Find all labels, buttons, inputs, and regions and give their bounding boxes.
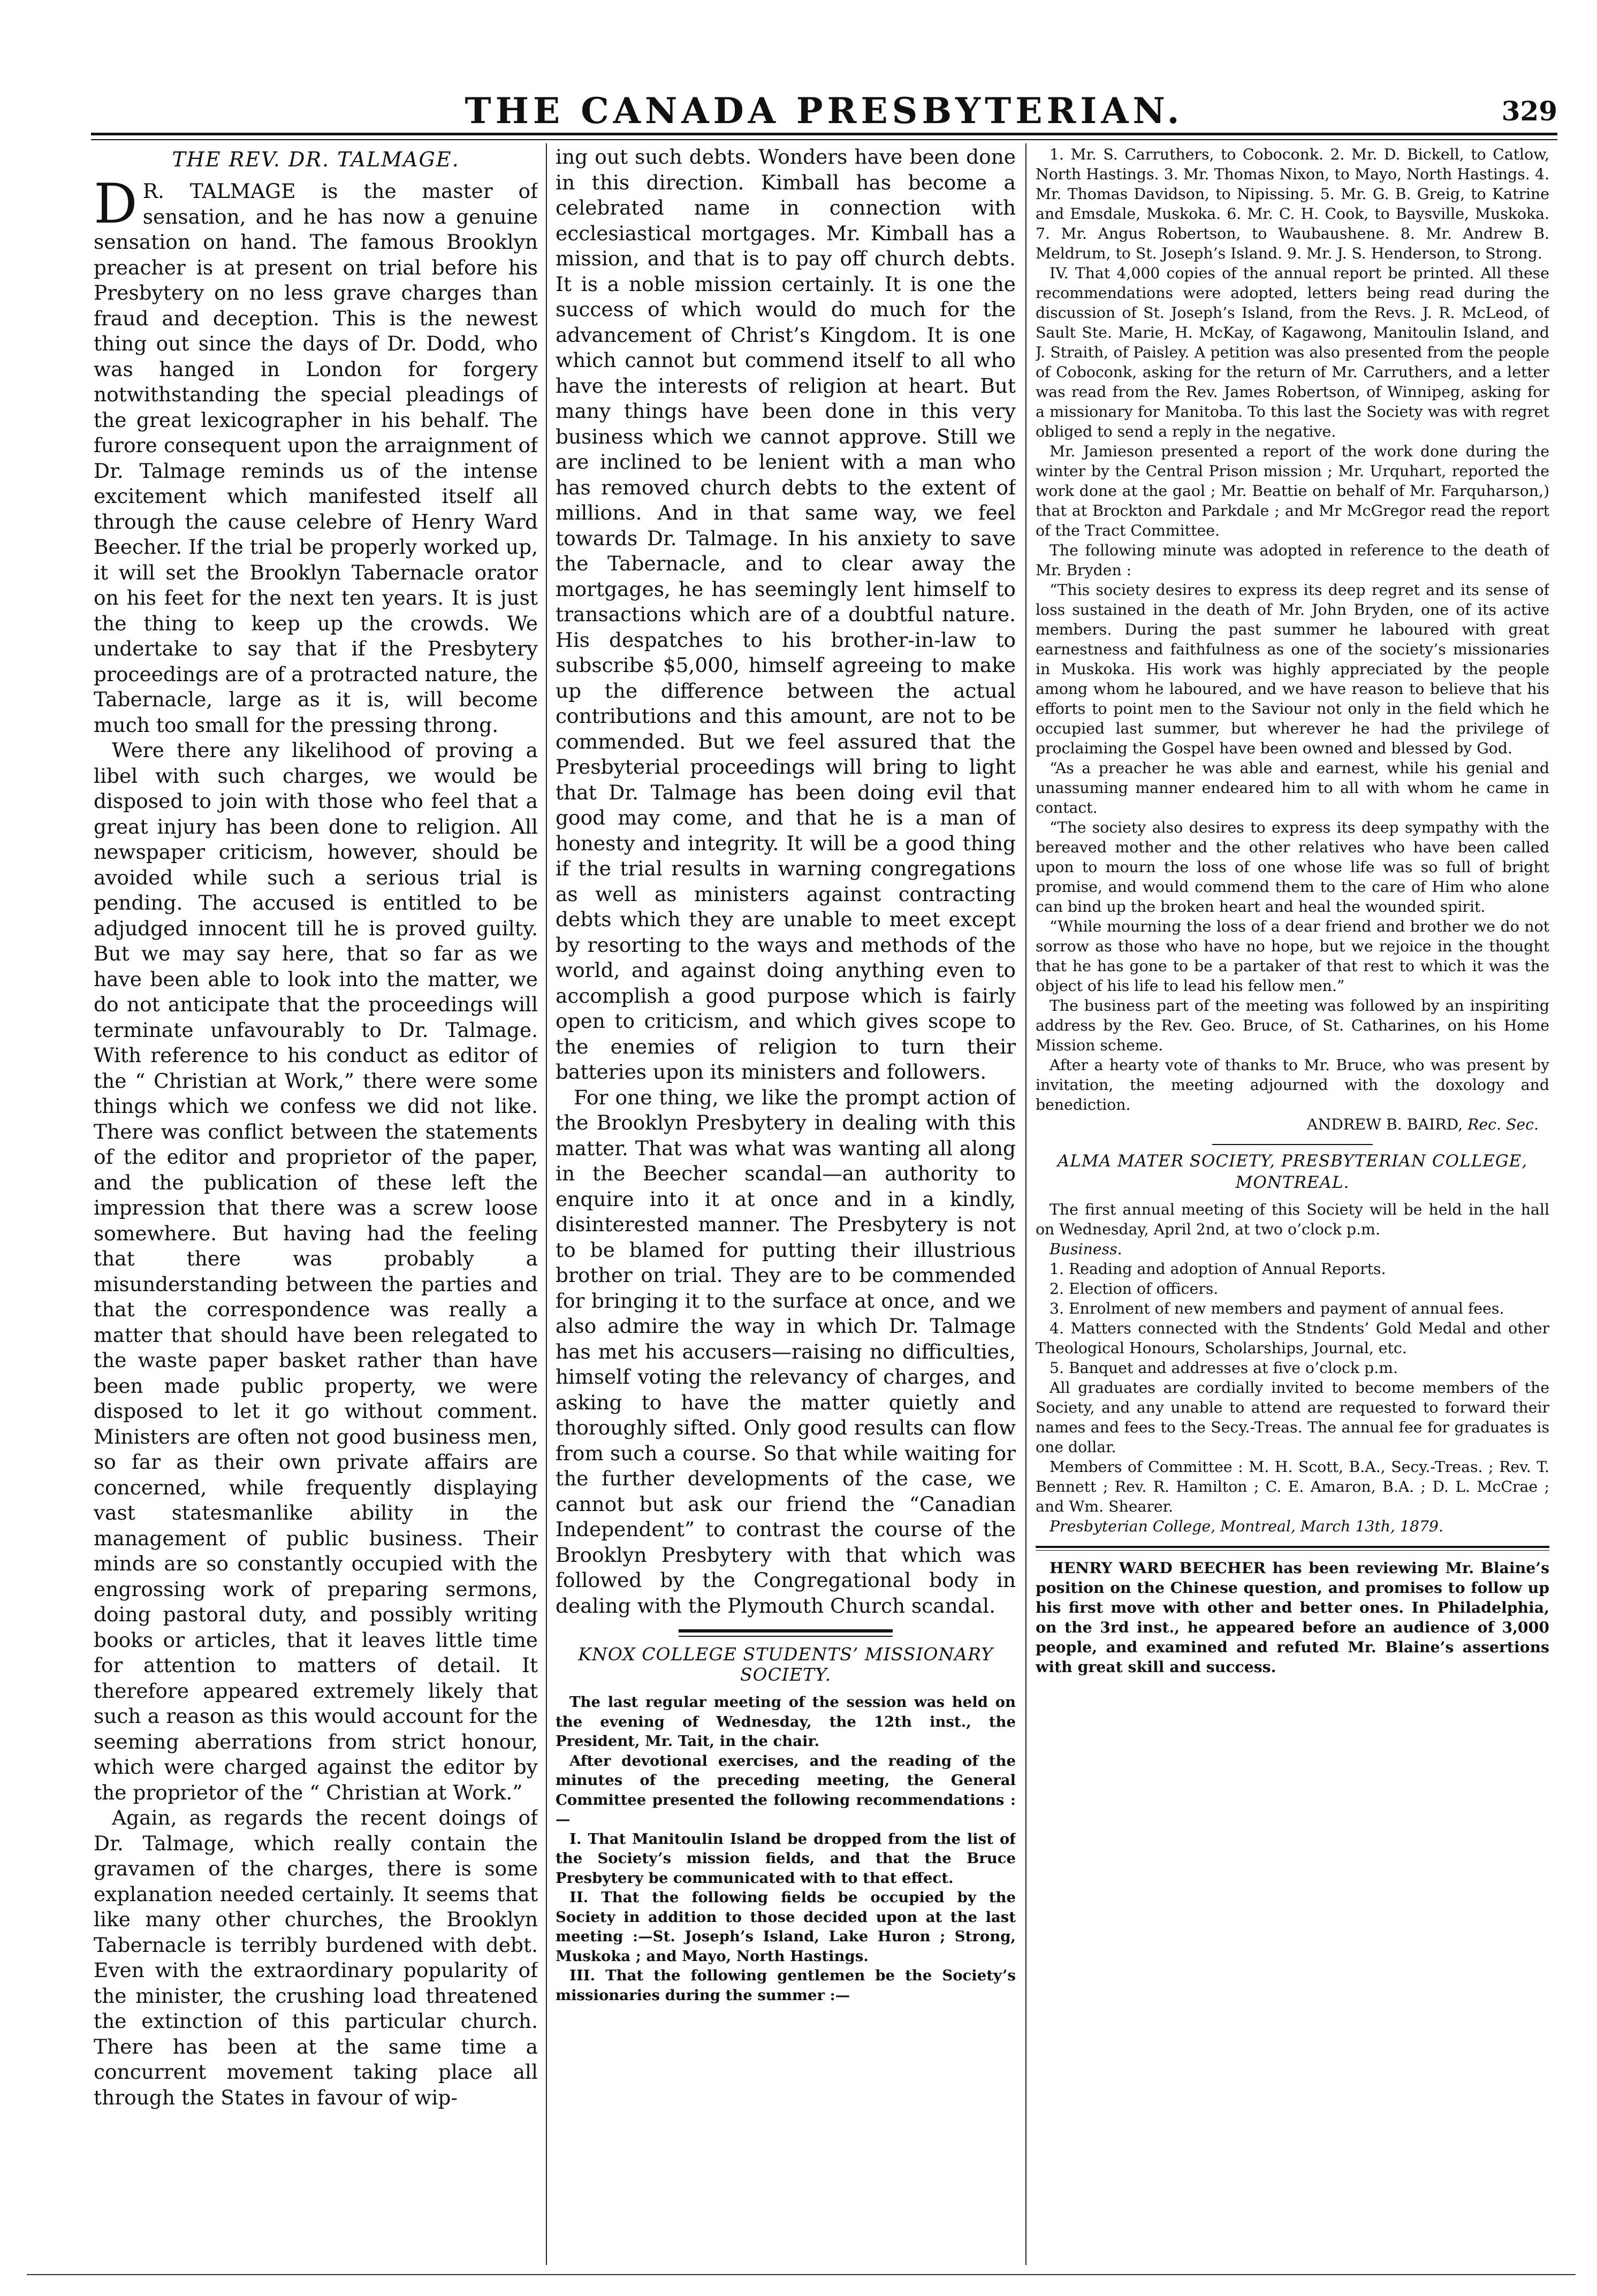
paragraph: The business part of the meeting was followed by an inspiriting address by the Rev. Geo. Bruce, of St. Catharines, on his Home Mission scheme. <box>1036 997 1549 1054</box>
paragraph: 1. Mr. S. Carruthers, to Coboconk. 2. Mr. D. Bickell, to Catlow, North Hastings. 3. Mr. Thomas Nixon, to Mayo, North Hastings. 4. Mr. Thomas Davidson, to Nipissing. 5. Mr. G. B. Greig, to Katrine and Emsdale, Muskoka. 6. Mr. C. H. Cook, to Baysville, Muskoka. 7. Mr. Angus Robertson, to Waubaushene. 8. Mr. Andrew B. Meldrum, to St. Joseph’s Island. 9. Mr. J. S. Henderson, to Strong. <box>1036 146 1549 262</box>
column-divider <box>1025 143 1026 2265</box>
paragraph: II. That the following fields be occupied by the Society in addition to those decided upon at the last meeting :—St. Joseph’s Island, Lake Huron ; Strong, Muskoka ; and Mayo, North Hastings. <box>556 1889 1016 1965</box>
column-2 <box>556 144 1016 2266</box>
masthead-rule-thick <box>91 133 1557 135</box>
note-text: has been reviewing Mr. Blaine’s position on the Chinese question, and promises to follow up his first move with other and better ones. In Philadelphia, on the 3rd inst., he appeared before an audience of 3,000 people, and examined and refuted Mr. Blaine’s assertions with great skill and success. <box>1036 1559 1549 1676</box>
article-heading-alma-mater: ALMA MATER SOCIETY, PRESBYTERIAN COLLEGE, MONTREAL. <box>1057 1151 1528 1192</box>
paragraph: III. That the following gentlemen be the Society’s missionaries during the summer :— <box>556 1967 1016 2004</box>
drop-cap: D <box>94 172 138 236</box>
signature <box>1036 1115 1549 1134</box>
paragraph: The first annual meeting of this Society will be held in the hall on Wednesday, April 2nd, at two o’clock p.m. <box>1036 1201 1549 1238</box>
paragraph <box>1036 1239 1549 1259</box>
paragraph <box>94 172 538 738</box>
paragraph: I. That Manitoulin Island be dropped from the list of the Society’s mission fields, and that the Bruce Presbytery be communicated with to that effect. <box>556 1830 1016 1887</box>
dateline: Presbyterian College, Montreal, March 13th, 1879. <box>1050 1517 1443 1535</box>
masthead <box>91 80 1557 134</box>
business-label: Business. <box>1050 1240 1122 1258</box>
paragraph <box>1036 1558 1549 1677</box>
paragraph: Mr. Jamieson presented a report of the work done during the winter by the Central Prison mission ; Mr. Urquhart, reported the work done at the gaol ; Mr. Beattie on behalf of Mr. Farquharson,) that at Brockton and Parkdale ; and Mr McGregor read the report of the Tract Committee. <box>1036 443 1549 539</box>
footer-rule <box>27 2274 1576 2275</box>
signature-name: ANDREW B. BAIRD, <box>1307 1116 1463 1133</box>
section-rule <box>1036 1546 1549 1551</box>
page-number: 329 <box>1501 95 1557 127</box>
paragraph-text: R. TALMAGE is the master of sensation, and he has now a genuine sensation on hand. The famous Brooklyn preacher is at present on trial before his Presbytery on no less grave charges than fraud and deception. This is the newest thing out since the days of Dr. Dodd, who was hanged in London for forgery notwithstanding the special pleadings of the great lexicographer in his behalf. The furore consequent upon the arraignment of Dr. Talmage reminds us of the intense excitement which manifested itself all through the cause celebre of Henry Ward Beecher. If the trial be properly worked up, it will set the Brooklyn Tabernacle orator on his feet for the next ten years. It is just the thing to keep up the crowds. We undertake to say that if the Presbytery proceedings are of a protracted nature, the Tabernacle, large as it is, will become much too small for the pressing throng. <box>94 179 538 737</box>
knox-article <box>556 1692 1016 2005</box>
paragraph: IV. That 4,000 copies of the annual report be printed. All these recommendations were adopted, letters being read during the discussion of St. Joseph’s Island, from the Revs. J. R. McLeod, of Sault Ste. Marie, H. McKay, of Kagawong, Manitoulin Island, and J. Straith, of Paisley. A petition was also presented from the people of Coboconk, asking for the return of Mr. Carruthers, and a letter was read from the Rev. James Robertson, of Winnipeg, asking for a missionary for Manitoba. To this last the Society was with regret obliged to send a reply in the negative. <box>1036 264 1549 440</box>
list-item: 5. Banquet and addresses at five o’clock p.m. <box>1050 1359 1398 1377</box>
paragraph: For one thing, we like the prompt action of the Brooklyn Presbytery in dealing with this matter. That was what was wanting all along in the Beecher scandal—an authority to enquire into it at once and in a kindly, disinterested manner. The Presbytery is not to be blamed for putting their illustrious brother on trial. They are to be commended for bringing it to the surface at once, and we also admire the way in which Dr. Talmage has met his accusers—raising no difficulties, himself voting the relevancy of charges, and asking to have the matter quietly and thoroughly sifted. Only good results can flow from such a course. So that while waiting for the further developments of the case, we cannot but ask our friend the “Canadian Independent” to contrast the course of the Brooklyn Presbytery with that which was followed by the Congregational body in dealing with the Plymouth Church scandal. <box>556 1085 1016 1618</box>
list-item: 3. Enrolment of new members and payment of annual fees. <box>1050 1300 1504 1317</box>
list-item: 4. Matters connected with the Stndents’ Gold Medal and other Theological Honours, Scholarships, Journal, etc. <box>1036 1319 1549 1357</box>
newspaper-title: THE CANADA PRESBYTERIAN. <box>465 90 1184 132</box>
paragraph: Again, as regards the recent doings of Dr. Talmage, which really contain the gravamen of the charges, there is some explanation needed certainly. It seems that like many other churches, the Brooklyn Tabernacle is terribly burdened with debt. Even with the extraordinary popularity of the minister, the crushing load threatened the extinction of this particular church. There has been at the same time a concurrent movement taking place all through the States in favour of wip- <box>94 1806 538 2109</box>
section-rule <box>1212 1144 1373 1145</box>
paragraph: “While mourning the loss of a dear friend and brother we do not sorrow as those who have no hope, but we rejoice in the thought that he has gone to be a partaker of that rest to which it was the object of his life to lead his fellow men.” <box>1036 918 1549 995</box>
beecher-note <box>1036 1558 1549 1677</box>
paragraph: Members of Committee : M. H. Scott, B.A., Secy.-Treas. ; Rev. T. Bennett ; Rev. R. Hamilton ; C. E. Amaron, B.A. ; D. L. McCrae ; and Wm. Shearer. <box>1036 1458 1549 1515</box>
column-divider <box>546 143 547 2265</box>
signature-title: Rec. Sec. <box>1467 1116 1539 1133</box>
list-item: 2. Election of officers. <box>1050 1280 1219 1298</box>
paragraph: “The society also desires to express its deep sympathy with the bereaved mother and the other relatives who have been called upon to mourn the loss of one whose life was so full of bright promise, and would commend them to the care of Him who alone can bind up the broken heart and heal the wounded spirit. <box>1036 819 1549 916</box>
article-heading-talmage: THE REV. DR. TALMAGE. <box>172 148 460 171</box>
note-lead: HENRY WARD BEECHER <box>1050 1559 1266 1577</box>
paragraph: The last regular meeting of the session was held on the evening of Wednesday, the 12th inst., the President, Mr. Tait, in the chair. <box>556 1694 1016 1750</box>
paragraph: Were there any likelihood of proving a libel with such charges, we would be disposed to join with those who feel that a great injury has been done to religion. All newspaper criticism, however, should be avoided while such a serious trial is pending. The accused is entitled to be adjudged innocent till he is proved guilty. But we may say here, that so far as we have been able to look into the matter, we do not anticipate that the proceedings will terminate unfavourably to Dr. Talmage. With reference to his conduct as editor of the “ Christian at Work,” there were some things which we confess we did not like. There was conflict between the statements of the editor and proprietor of the paper, and the publication of these left the impression that there was a screw loose somewhere. But having had the feeling that there was probably a misunderstanding between the parties and that the correspondence was really a matter that should have been relegated to the waste paper basket rather than have been made public property, we were disposed to let it go without comment. Ministers are often not good business men, so far as their own private affairs are concerned, while frequently displaying vast statesmanlike ability in the management of public business. Their minds are so constantly occupied with the engrossing work of preparing sermons, doing pastoral duty, and possibly writing books or articles, that it leaves little time for attention to matters of detail. It therefore appeared extremely likely that such a reason as this would account for the seeming aberrations from strict honour, which were charged against the editor by the proprietor of the “ Christian at Work.” <box>94 738 538 1804</box>
paragraph: After devotional exercises, and the reading of the minutes of the preceding meeting, the General Committee presented the following recommendations :— <box>556 1752 1016 1828</box>
paragraph <box>1036 1516 1549 1536</box>
paragraph: After a hearty vote of thanks to Mr. Bruce, who was present by invitation, the meeting adjourned with the doxology and benediction. <box>1036 1056 1549 1113</box>
paragraph: “As a preacher he was able and earnest, while his genial and unassuming manner endeared him to all with whom he came in contact. <box>1036 759 1549 817</box>
article-heading-knox: KNOX COLLEGE STUDENTS’ MISSIONARY SOCIETY. <box>578 1644 993 1685</box>
column-3 <box>1036 144 1549 2266</box>
list-item: 1. Reading and adoption of Annual Reports. <box>1050 1260 1386 1278</box>
paragraph: ing out such debts. Wonders have been done in this direction. Kimball has become a celebrated name in connection with ecclesiastical mortgages. Mr. Kimball has a mission, and that is to pay off church debts. It is a noble mission certainly. It is one the success of which would do much for the advancement of Christ’s Kingdom. It is one which cannot but commend itself to all who have the interests of religion at heart. But many things have been done in this very business which we cannot approve. Still we are inclined to be lenient with a man who has removed church debts to the extent of millions. And in that same way, we feel towards Dr. Talmage. In his anxiety to save the Tabernacle, and to clear away the mortgages, he has seemingly lent himself to transactions which are of a doubtful nature. His despatches to his brother-in-law to subscribe $5,000, himself agreeing to make up the difference between the actual contributions and this amount, are not to be commended. But we feel assured that the Presbyterial proceedings will bring to light that Dr. Talmage has been doing evil that good may come, and that he is a man of honesty and integrity. It will be a good thing if the trial results in warning congregations as well as ministers against contracting debts which they are unable to meet except by resorting to the ways and methods of the world, and against doing anything even to accomplish a good purpose which is fairly open to criticism, and which gives scope to the enemies of religion to turn their batteries upon its ministers and followers. <box>556 145 1016 1084</box>
paragraph: The following minute was adopted in reference to the death of Mr. Bryden : <box>1036 541 1549 579</box>
section-rule <box>679 1629 893 1637</box>
paragraph: All graduates are cordially invited to become members of the Society, and any unable to attend are requested to forward their names and fees to the Secy.-Treas. The annual fee for graduates is one dollar. <box>1036 1379 1549 1456</box>
column-1 <box>94 144 538 2266</box>
masthead-rule-thin <box>91 139 1557 140</box>
paragraph: “This society desires to express its deep regret and its sense of loss sustained in the death of Mr. John Bryden, one of its active members. During the past summer he laboured with great earnestness and faithfulness as one of the society’s missionaries in Muskoka. His work was highly appreciated by the people among whom he laboured, and we have reason to believe that his efforts to point men to the Saviour not only in the field which he occupied last summer, but wherever he had the privilege of proclaiming the Gospel have been owned and blessed by God. <box>1036 581 1549 757</box>
